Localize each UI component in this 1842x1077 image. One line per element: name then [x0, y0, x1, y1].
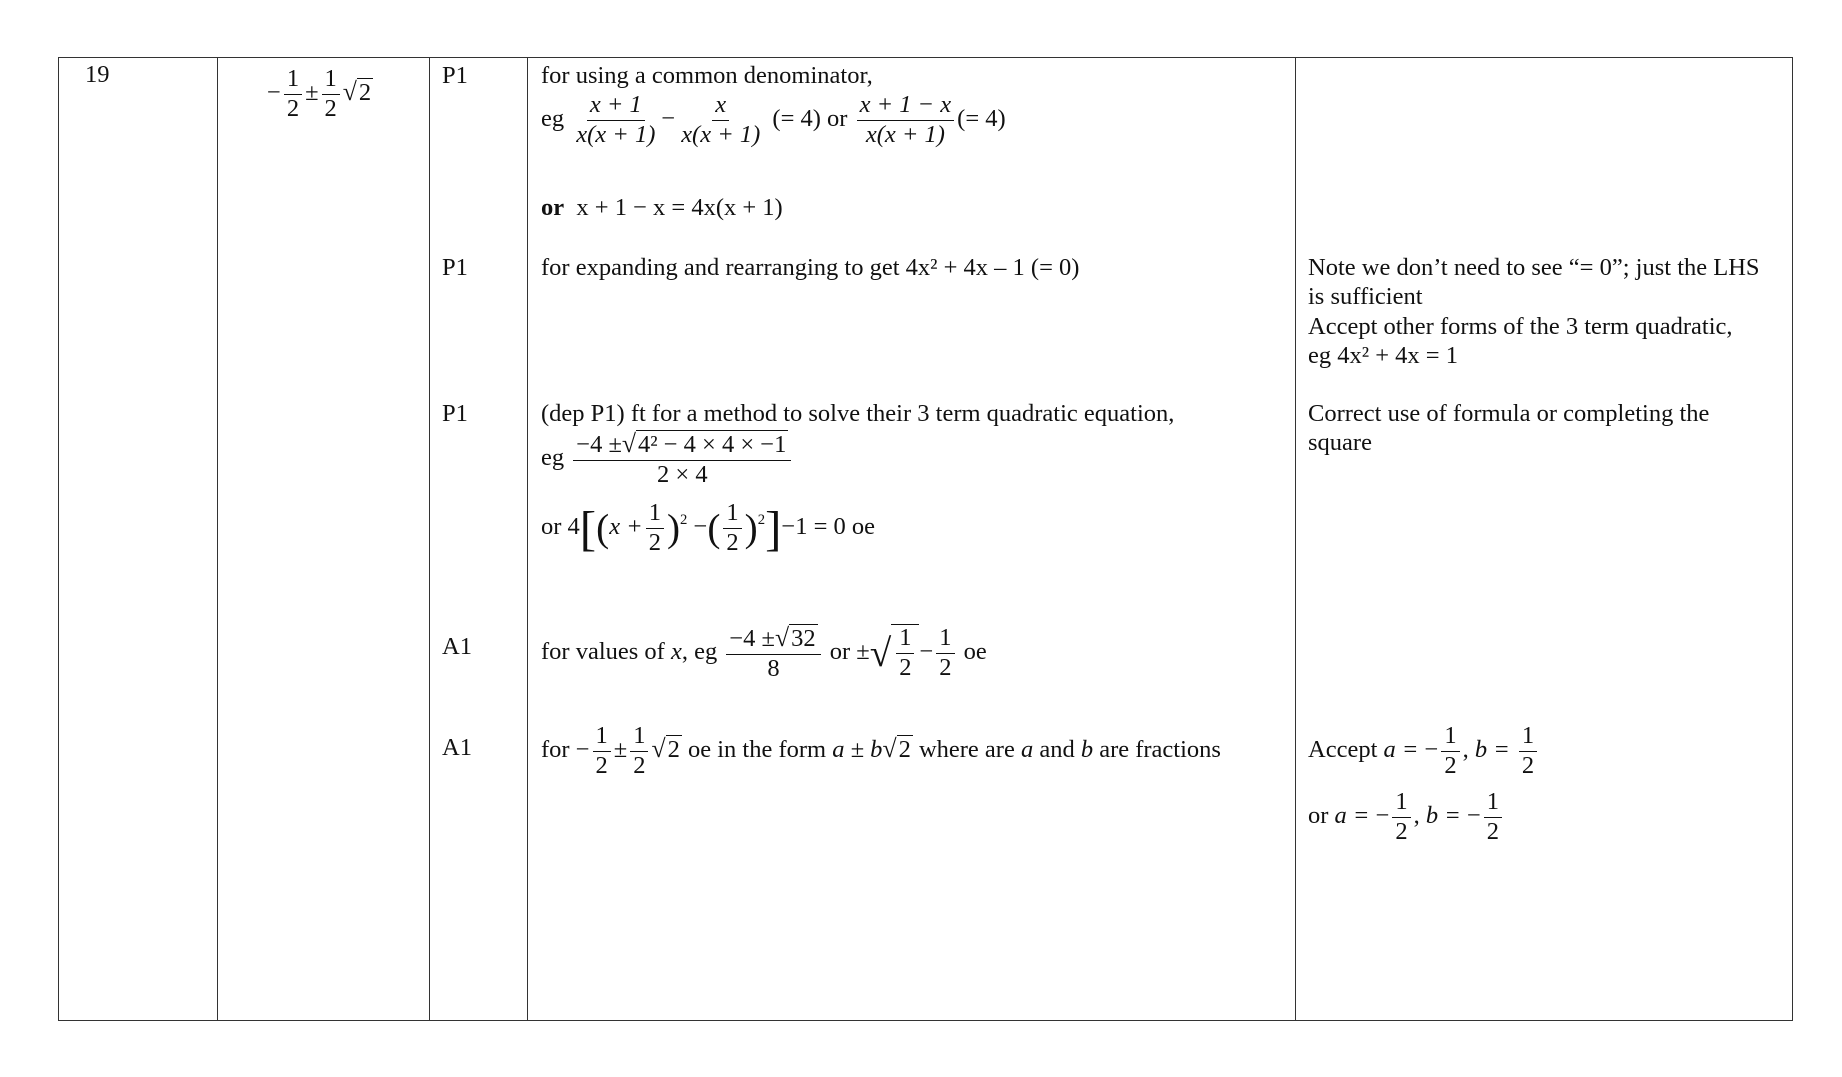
- accept-line-2: or a = − $\frac{1}{2}$ , b = − $\frac{1}{2}$: [1308, 789, 1505, 846]
- accept-line-1: Accept a = − $\frac{1}{2}$ , b = $\frac{1}{2}$: [1308, 723, 1540, 780]
- mark-code: P1: [442, 400, 468, 427]
- column-divider: [527, 58, 528, 1020]
- guidance-math: for values of x, eg $\frac{-4 \pm√32}{8}$ or ±√ $\frac{1}{2}$ − $\frac{1}{2}$ oe: [541, 623, 987, 682]
- guidance-text: for expanding and rearranging to get 4x² + 4x – 1 (= 0): [541, 254, 1080, 281]
- guidance-math: for − $\frac{1}{2}$ ± $\frac{1}{2}$ √2 oe in the form a ± b√2 where are a and b are fractions: [541, 722, 1221, 779]
- mark-code: P1: [442, 254, 468, 281]
- question-number: 19: [85, 61, 110, 88]
- guidance-math: eg $\frac{x + 1}{x(x + 1)}$ − $\frac{x}{x(x + 1)}$ (= 4) or $\frac{x + 1 - x}{x(x + 1)}$ (= 4): [541, 91, 1006, 148]
- guidance-alt: or x + 1 − x = 4x(x + 1): [541, 194, 783, 221]
- mark-code: A1: [442, 734, 472, 761]
- column-divider: [1295, 58, 1296, 1020]
- column-divider: [217, 58, 218, 1020]
- answer-expression: − $\frac{1}{2}$ ± $\frac{1}{2}$ √2: [267, 65, 372, 122]
- mark-code: A1: [442, 633, 472, 660]
- guidance-text: (dep P1) ft for a method to solve their 3 term quadratic equation,: [541, 400, 1175, 427]
- mark-scheme-table: [58, 57, 1793, 1021]
- additional-guidance: Note we don’t need to see “= 0”; just the LHS is sufficient Accept other forms of the 3 term quadratic, eg 4x² + 4x = 1: [1308, 254, 1760, 370]
- guidance-text: for using a common denominator,: [541, 62, 873, 89]
- mark-code: P1: [442, 62, 468, 89]
- completing-the-square: or 4[(x + $\frac{1}{2}$ )$^2$ −( $\frac{1}{2}$ )$^2$]−1 = 0 oe: [541, 499, 876, 556]
- additional-guidance: Correct use of formula or completing the square: [1308, 400, 1710, 457]
- column-divider: [429, 58, 430, 1020]
- quadratic-formula: eg $\frac{\text{−4 ±√4² − 4 × 4 × −1}}{2 \times 4}$: [541, 430, 794, 489]
